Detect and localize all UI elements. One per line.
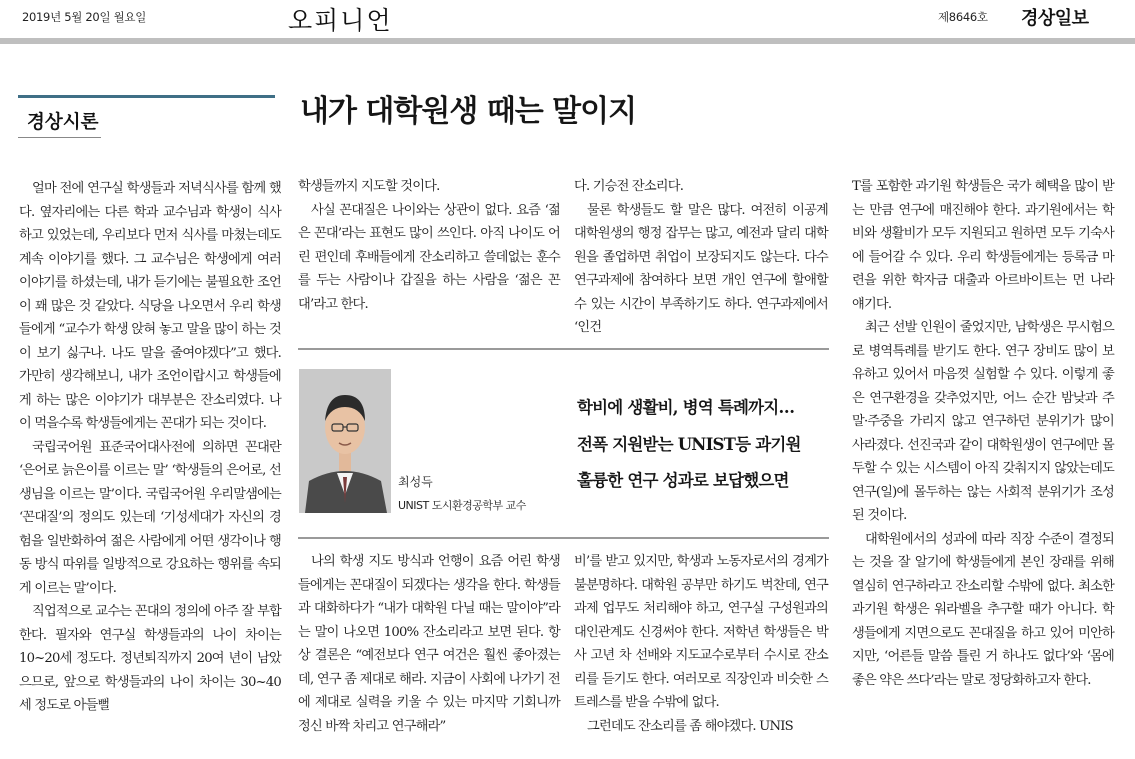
paragraph: 물론 학생들도 할 말은 많다. 여전히 이공계 대학원생의 행정 잡무는 많고, 예전과 달리 대학원을 졸업하면 취업이 보장되지도 않는다. 다수 연구과제에 참여하다 보면 개인 연구에 할애할 수 있는 시간이 부족하기도 하다. 연구과제에서 ‘인건 xyxy=(574,202,828,335)
section-title: 오피니언 xyxy=(288,6,393,35)
paragraph: T를 포함한 과기원 학생들은 국가 혜택을 많이 받는 만큼 연구에 매진해야 한다. 과기원에서는 학비와 생활비가 모두 지원되고 원하면 모두 기숙사에 들어갈 수 있다. 우리 학생들에게는 등록금 마련을 위한 학자금 대출과 아르바이트는 먼 나라 얘기다. xyxy=(852,179,1114,312)
article-column-3-top xyxy=(574,175,828,340)
paragraph: 얼마 전에 연구실 학생들과 저녁식사를 함께 했다. 옆자리에는 다른 학과 교수님과 학생이 식사하고 있었는데, 우리보다 먼저 식사를 마쳤는데도 계속 이야기를 했다. 그 교수님은 학생에게 여러 이야기를 하셨는데, 내가 듣기에는 불필요한 조언이 꽤 많은 것 같았다. 식당을 나오면서 우리 학생들에게 “교수가 학생 앉혀 놓고 말을 많이 하는 것이 보기 싫구나. 나도 말을 줄여야겠다”고 했다. 가만히 생각해보니, 내가 조언이랍시고 학생들에게 하는 많은 이야기가 대부분은 잔소리였다. 나이 먹을수록 학생들에게는 꼰대가 되는 것이다. xyxy=(19,181,281,431)
box-top-rule xyxy=(298,348,829,350)
subheadline-line-3: 훌륭한 연구 성과로 보답했으면 xyxy=(577,471,789,490)
issue-date: 2019년 5월 20일 월요일 xyxy=(22,10,147,24)
paragraph: 비’를 받고 있지만, 학생과 노동자로서의 경계가 불분명하다. 대학원 공부만 하기도 벅찬데, 연구과제 업무도 처리해야 하고, 연구실 구성원과의 대인관계도 신경써야 한다. 저학년 학생들은 박사 고년 차 선배와 지도교수로부터 수시로 잔소리를 듣기도 한다. 여러모로 직장인과 비슷한 스트레스를 받을 수밖에 없다. xyxy=(574,554,828,710)
column-label: 경상시론 xyxy=(27,112,99,133)
paragraph: 대학원에서의 성과에 따라 직장 수준이 결정되는 것을 잘 알기에 학생들에게 본인 장래를 위해 열심히 연구하라고 잔소리할 수밖에 없다. 최소한 과기원 학생은 워라벨을 추구할 때가 아니다. 학생들에게 지면으로도 꼰대질을 하고 있어 미안하지만, ‘어른들 말씀 틀린 거 하나도 없다’와 ‘몸에 좋은 약은 쓰다’라는 말로 정당화하고자 한다. xyxy=(852,531,1114,688)
column-label-rule xyxy=(18,95,275,98)
headline: 내가 대학원생 때는 말이지 xyxy=(300,94,637,129)
paragraph: 나의 학생 지도 방식과 언행이 요즘 어린 학생들에게는 꼰대질이 되겠다는 생각을 한다. 학생들과 대화하다가 “내가 대학원 다닐 때는 말이야”라는 말이 나오면 100% 잔소리라고 보면 된다. 항상 결론은 “예전보다 연구 여건은 훨씬 좋아졌는데, 연구 좀 제대로 해라. 지금이 사회에 나가기 전에 제대로 실력을 키울 수 있는 마지막 기회니까 정신 바짝 차리고 연구해라” xyxy=(298,554,560,734)
article-column-2-top xyxy=(298,175,560,316)
paragraph: 그런데도 잔소리를 좀 해야겠다. UNIS xyxy=(587,718,793,734)
article-column-3-bottom xyxy=(574,550,828,738)
paragraph: 직업적으로 교수는 꼰대의 정의에 아주 잘 부합한다. 필자와 연구실 학생들과의 나이 차이는 10~20세 정도다. 정년퇴직까지 20여 년이 남았으므로, 앞으로 학생들과의 나이 차이는 30~40세 정도로 아들뻘 xyxy=(19,604,281,713)
issue-number: 제8646호 xyxy=(938,10,988,24)
portrait-illustration xyxy=(299,369,391,513)
article-column-1 xyxy=(19,177,281,718)
author-affiliation: UNIST 도시환경공학부 교수 xyxy=(398,499,526,512)
paragraph: 국립국어원 표준국어대사전에 의하면 꼰대란 ‘은어로 늙은이를 이르는 말’ ‘학생들의 은어로, 선생님을 이르는 말’이다. 국립국어원 우리말샘에는 ‘꼰대질’의 정의도 있는데 ‘기성세대가 자신의 경험을 일반화하여 젊은 사람에게 어떤 생각이나 행동 방식 따위를 일방적으로 강요하는 행위를 속되게 이르는 말’이다. xyxy=(19,439,281,596)
header-rule xyxy=(0,38,1135,44)
column-label-underline xyxy=(18,137,101,138)
paragraph: 다. 기승전 잔소리다. xyxy=(574,179,684,194)
paragraph: 학생들까지 지도할 것이다. xyxy=(298,179,440,194)
paragraph: 최근 선발 인원이 줄었지만, 남학생은 무시험으로 병역특례를 받기도 한다. 연구 장비도 많이 보유하고 있어서 마음껏 실험할 수 있다. 이렇게 좋은 연구환경을 갖추었지만, 어느 순간 밤낮과 주말·주중을 가리지 않고 연구하던 분위기가 많이 사라졌다. 선진국과 같이 대학원생이 연구에만 몰두할 수 있는 시스템이 아직 갖춰지지 않았는데도 연구(일)에 몰두하는 않는 사회적 분위기가 조성된 것이다. xyxy=(852,320,1114,523)
newspaper-name: 경상일보 xyxy=(1021,8,1089,29)
box-bottom-rule xyxy=(298,537,829,539)
subheadline-line-1: 학비에 생활비, 병역 특례까지… xyxy=(577,398,795,417)
author-name: 최성득 xyxy=(398,475,433,489)
paragraph: 사실 꼰대질은 나이와는 상관이 없다. 요즘 ‘젊은 꼰대’라는 표현도 많이 쓰인다. 아직 나이도 어린 편인데 후배들에게 잔소리하고 쓸데없는 훈수를 두는 사람이나 갑질을 하는 사람을 ‘젊은 꼰대’라고 한다. xyxy=(298,202,560,312)
article-column-2-bottom xyxy=(298,550,560,738)
article-column-4 xyxy=(852,175,1114,692)
subheadline-line-2: 전폭 지원받는 UNIST등 과기원 xyxy=(577,435,801,454)
author-photo xyxy=(299,369,391,513)
